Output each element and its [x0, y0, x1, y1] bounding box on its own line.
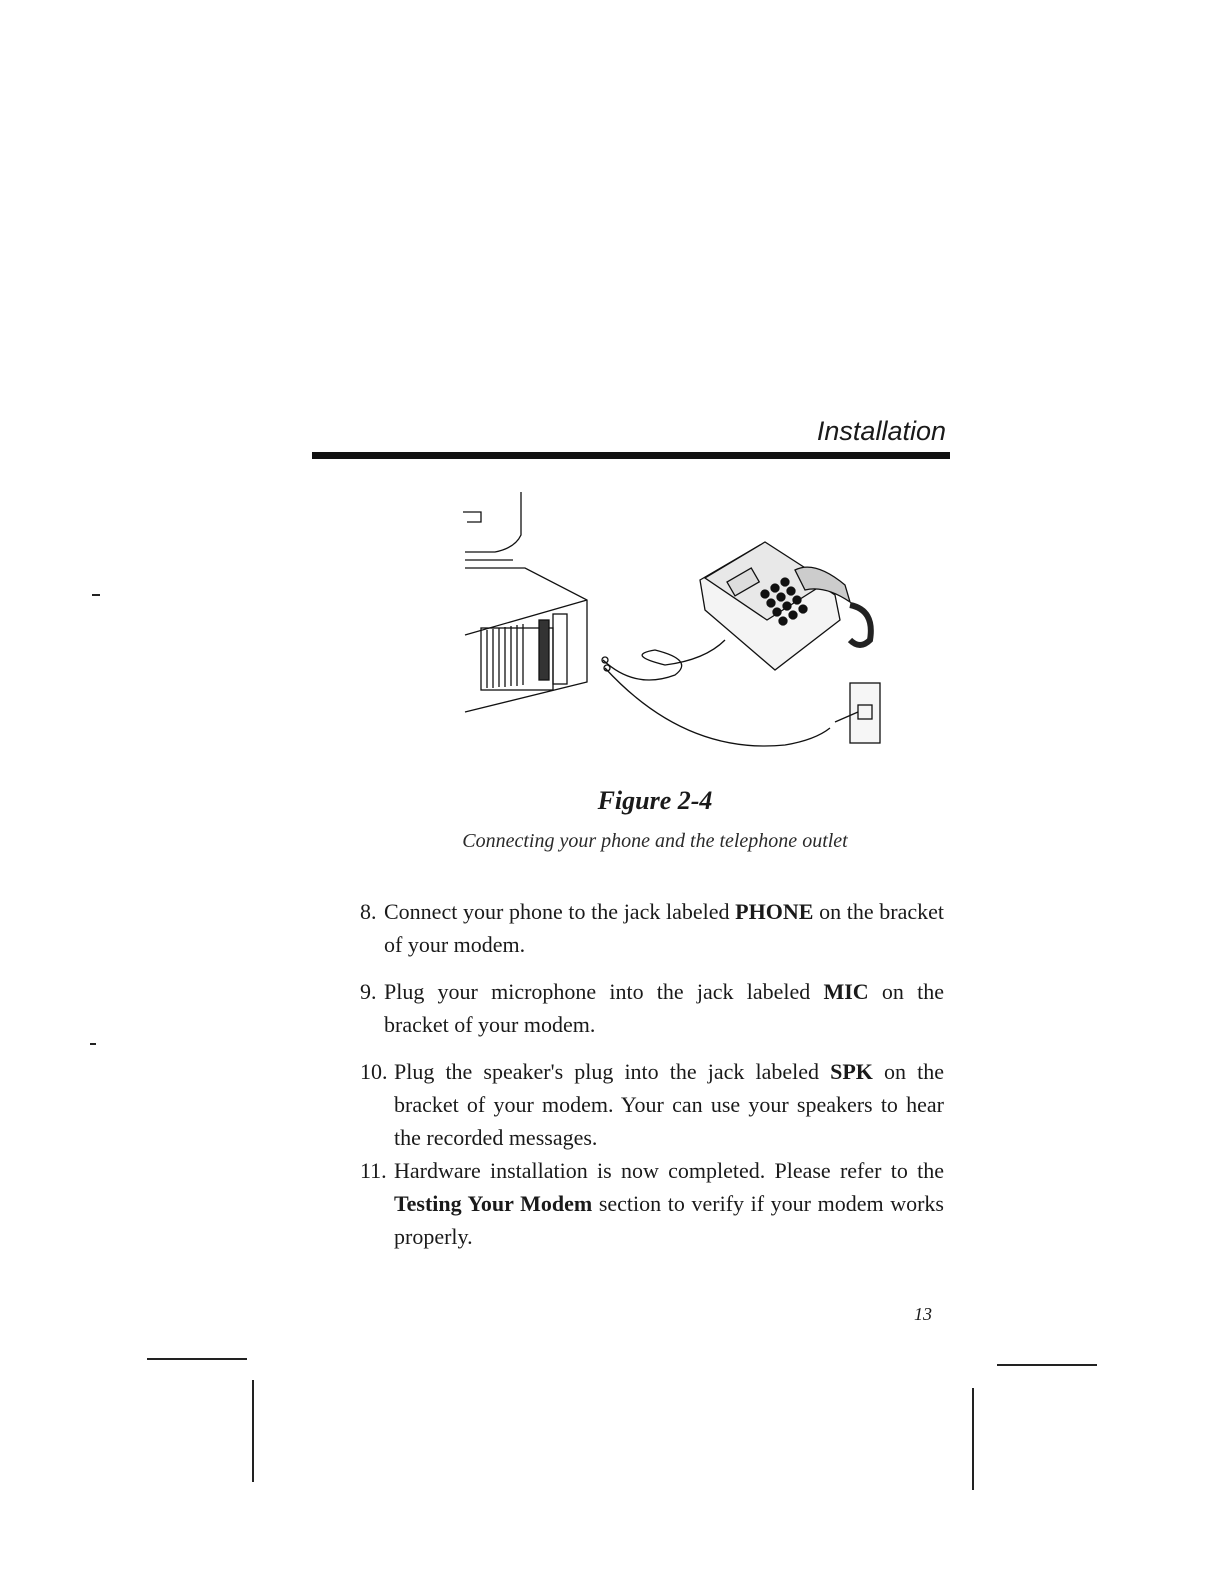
figure-label: Figure 2-4: [597, 786, 713, 815]
header-rule: [312, 452, 950, 459]
step-text: Plug your microphone into the jack labeled: [384, 979, 824, 1004]
telephone: [700, 542, 871, 670]
step-number: 9.: [360, 979, 377, 1004]
instruction-steps: [360, 895, 944, 1253]
crop-mark: [252, 1380, 254, 1482]
jack-label-spk: SPK: [830, 1059, 873, 1084]
step-item: [360, 1055, 944, 1154]
phone-cord: [603, 640, 725, 680]
step-number: 8.: [360, 899, 377, 924]
section-reference: Testing Your Modem: [394, 1191, 593, 1216]
monitor-outline: [463, 512, 481, 522]
figure-illustration: [455, 490, 915, 770]
step-text: section to verify if your modem works properly.: [394, 1191, 944, 1249]
step-number: 11.: [360, 1158, 387, 1183]
running-header: Installation: [816, 416, 946, 446]
jack-label-phone: PHONE: [735, 899, 814, 924]
crop-mark: [90, 1043, 96, 1045]
step-number: 10.: [360, 1059, 388, 1084]
crop-mark: [972, 1388, 974, 1490]
step-text: on the bracket of your modem.: [384, 899, 944, 957]
step-text: on the bracket of your modem.: [384, 979, 944, 1037]
step-text: Hardware installation is now completed. Please refer to the: [394, 1158, 944, 1183]
jack-label-mic: MIC: [823, 979, 869, 1004]
crop-mark: [997, 1364, 1097, 1366]
step-text: on the bracket of your modem. Your can use your speakers to hear the recorded messages.: [394, 1059, 944, 1150]
step-item: [360, 895, 944, 961]
crop-mark: [92, 594, 100, 596]
page-number: 13: [914, 1304, 932, 1324]
step-item: [360, 975, 944, 1041]
step-text: Connect your phone to the jack labeled: [384, 899, 736, 924]
step-text: Plug the speaker's plug into the jack labeled: [394, 1059, 831, 1084]
step-item: [360, 1154, 944, 1253]
crop-mark: [147, 1358, 247, 1360]
figure-caption: Connecting your phone and the telephone outlet: [462, 830, 848, 852]
